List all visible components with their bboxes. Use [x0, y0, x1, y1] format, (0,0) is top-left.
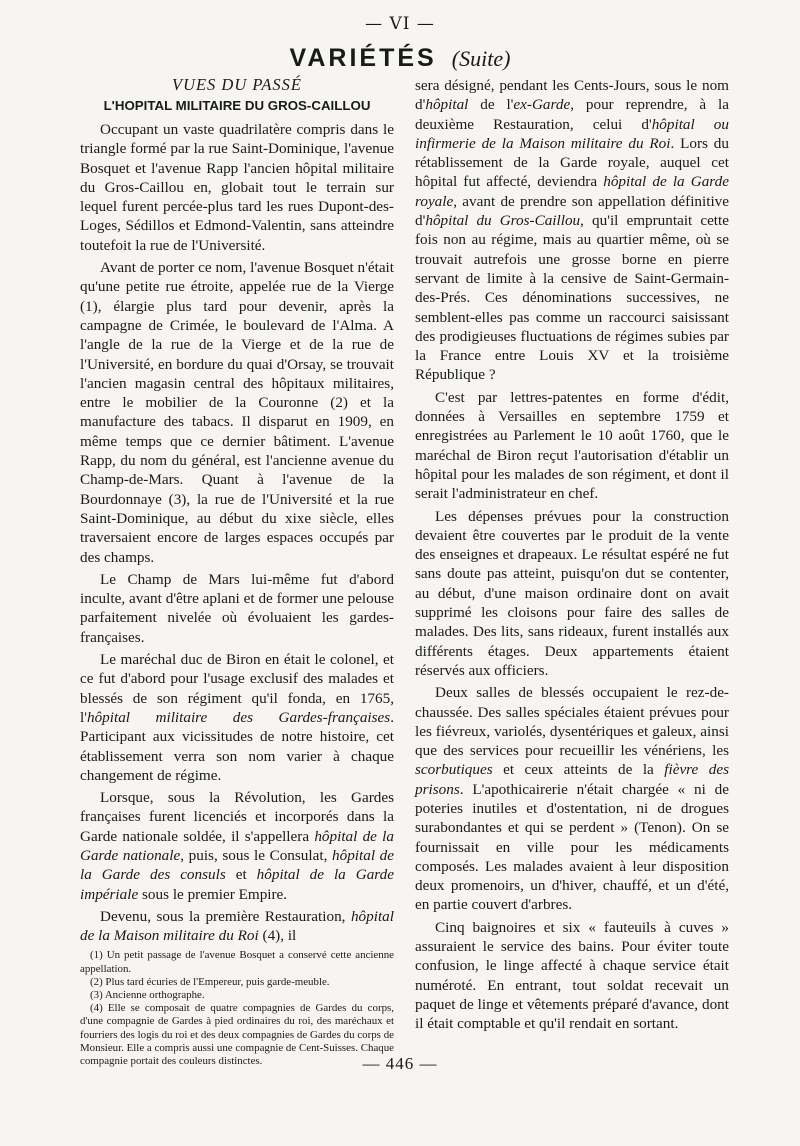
footnote: (3) Ancienne orthographe. — [90, 989, 205, 1002]
heading-title: VARIÉTÉS — [289, 44, 437, 72]
text-run: sous le premier Empire. — [138, 885, 288, 903]
text-run: (4), il — [258, 927, 297, 945]
footnote: (1) Un petit passage de l'avenue Bosquet a conservé cette ancienne appellation. — [80, 949, 394, 975]
italic-text: scorbutiques — [415, 761, 493, 779]
italic-text: hôpital militaire des Gardes-françaises — [86, 708, 391, 726]
italic-text: hôpital de la Garde impériale — [80, 866, 394, 903]
right-column — [415, 76, 729, 1037]
paragraph — [80, 788, 394, 904]
text-run: , avant de prendre son appellation définitive d' — [415, 192, 729, 230]
text-run: de l' — [468, 96, 514, 114]
paragraph — [415, 507, 729, 681]
text-run: Lorsque, sous la Révolution, les Gardes françaises furent licenciés et incorporés dans la Garde nationale soldée, il s'appellera — [80, 789, 394, 845]
italic-text: hôpital — [425, 96, 469, 114]
paragraph — [80, 570, 394, 647]
text-run: Cinq baignoires et six « fauteuils à cuves » assuraient le service des bains. Pour éviter toute confusion, le linge affecté à chaque service était numéroté. En entrant, tout soldat recevait un paquet de linge et vêtements préparé d'avance, dont il était comptable et qu'il rendait en sortant. — [415, 918, 729, 1033]
right-column-body — [415, 76, 729, 1034]
text-run: Deux salles de blessés occupaient le rez-de-chaussée. Des salles spéciales étaient prévues pour les fiévreux, variolés, dysentériques et galeux, ainsi que des services pour recueillir les vénériens, les — [415, 684, 729, 760]
footnote: (2) Plus tard écuries de l'Empereur, puis garde-meuble. — [90, 975, 330, 988]
section-heading — [0, 44, 800, 73]
paragraph — [415, 388, 729, 504]
page-number: — 446 — — [362, 1054, 438, 1073]
text-run: . L'apothicairerie n'était chargée « ni de poteries inutiles et d'ostentation, ni de drogues surabondantes et qui se perdent » (Tenon). On se fournissait en ville pour les médicaments composés. Les malades avaient à leur disposition deux promenoirs, un d'hiver, chauffé, et un d'été, en partie couvert d'arbres. — [415, 780, 729, 914]
text-run: Avant de porter ce nom, l'avenue Bosquet n'était qu'une petite rue étroite, appelée rue de la Vierge (1), élargie plus tard pour devenir, après la campagne de Crimée, le boulevard de l'Alma. A l'angle de la rue de la Vierge et de la rue de l'Université, en bordure du quai d'Orsay, se trouvait l'ancien magasin central des hôpitaux militaires, entre le mobilier de la Couronne (2) et la manufacture des tabacs. Il disparut en 1909, en même temps que ce dernier bâtiment. L'avenue Rapp, du nom du général, est l'ancienne avenue du Champ-de-Mars. Quant à l'avenue de la Bourdonnaye (3), la rue de l'Université et la rue Saint-Dominique, au début du xixe siècle, elles traversaient encore de larges espaces occupés par des champs. — [80, 259, 394, 566]
text-run: , pour reprendre, à la deuxième Restauration, celui d' — [415, 96, 729, 133]
text-run: et — [225, 866, 257, 884]
paragraph — [415, 76, 729, 385]
paragraph — [415, 918, 729, 1034]
text-run: . Lors du rétablissement de la Garde royale, auquel cet hôpital fut affecté, deviendra — [415, 134, 729, 191]
text-run: sera désigné, pendant les Cents-Jours, sous le nom d' — [415, 77, 729, 114]
italic-text: fièvre des prisons — [415, 761, 729, 798]
paragraph — [415, 683, 729, 915]
italic-text: ex-Garde — [513, 96, 571, 114]
italic-text: hôpital de la Maison militaire du Roi — [80, 907, 394, 945]
text-run: . Participant aux vicissitudes de notre histoire, cet établissement verra son nom varier à chaque changement de régime. — [80, 708, 394, 784]
paragraph — [80, 258, 394, 567]
italic-text: hôpital du Gros-Caillou — [425, 212, 581, 230]
paragraph — [80, 650, 394, 785]
text-run: , puis, sous le Consulat, — [180, 846, 332, 864]
heading-suffix: (Suite) — [451, 46, 511, 71]
italic-text: hôpital ou infirmerie de la Maison militaire du Roi — [415, 115, 729, 152]
text-run: Le maréchal duc de Biron en était le colonel, et ce fut d'abord pour l'usage exclusif des malades et blessés de son régiment qu'il fonda, en 1765, l' — [80, 651, 394, 726]
text-run: Occupant un vaste quadrilatère compris dans le triangle formé par la rue Saint-Dominique, l'avenue Bosquet et l'avenue Rapp l'ancien hôpital militaire du Gros-Caillou en, globait tout le terrain sur lequel furent percée-plus tard les rues Dupont-des-Loges, Sédillos et Edmond-Valentin, sans atteindre toutefoit la rue de l'Université. — [80, 121, 394, 254]
left-column — [80, 76, 394, 1068]
footnote: (4) Elle se composait de quatre compagnies de Gardes du corps, d'une compagnie de Gardes à pied ordinaires du roi, des maréchaux et fourriers des logis du roi et des deux compagnies de Gardes du corps de Monsieur. Elle a compris aussi une compagnie de Cent-Suisses. Chaque compagnie portait des couleurs distinctes. — [80, 1002, 394, 1068]
text-run: Devenu, sous la première Restauration, — [100, 907, 351, 925]
running-page-number: — VI — — [365, 14, 435, 34]
text-run: Le Champ de Mars lui-même fut d'abord inculte, avant d'être aplani et de former une pelouse parfaitement nivelée où évoluaient les gardes-françaises. — [80, 570, 394, 646]
text-run: et ceux atteints de la — [492, 761, 665, 779]
text-run: Les dépenses prévues pour la construction devaient être couvertes par le produit de la vente des enseignes et drapeaux. Le résultat espéré ne fut sans doute pas atteint, puisqu'on dut se contenter, au début, d'une maison ordinaire dont on avait supprimé les cloisons pour faire des salles de malades. Des lits, sans rideaux, furent installés aux différents étages. Deux appartements étaient réservés aux officiers. — [415, 507, 729, 679]
left-column-body — [80, 120, 394, 945]
text-run: C'est par lettres-patentes en forme d'édit, données à Versailles en septembre 1759 et enregistrées au Parlement le 10 août 1760, que le maréchal de Biron reçut l'autorisation d'établir un hôpital pour les malades de son régiment, et dont il serait l'administrateur en chef. — [415, 388, 729, 503]
article-subtitle: L'HOPITAL MILITAIRE DU GROS-CAILLOU — [103, 98, 371, 113]
text-run: , qu'il empruntait cette fois non au régime, mais au quartier même, où se trouvait autrefois une grosse borne en pierre servant de limite à la censive de Saint-Germain-des-Prés. Ces dénominations successives, ne semblent-elles pas comme un raccourci saisissant des prodigieuses fluctuations de régimes subies par la France entre Louis XV et la troisième République ? — [415, 212, 729, 384]
italic-text: hôpital de la Garde royale — [415, 173, 729, 210]
footnotes — [80, 949, 394, 1068]
article-section-title: VUES DU PASSÉ — [171, 75, 302, 94]
paragraph — [80, 907, 394, 946]
italic-text: hôpital de la Garde des consuls — [80, 846, 394, 884]
paragraph — [80, 120, 394, 255]
italic-text: hôpital de la Garde nationale — [80, 827, 394, 864]
